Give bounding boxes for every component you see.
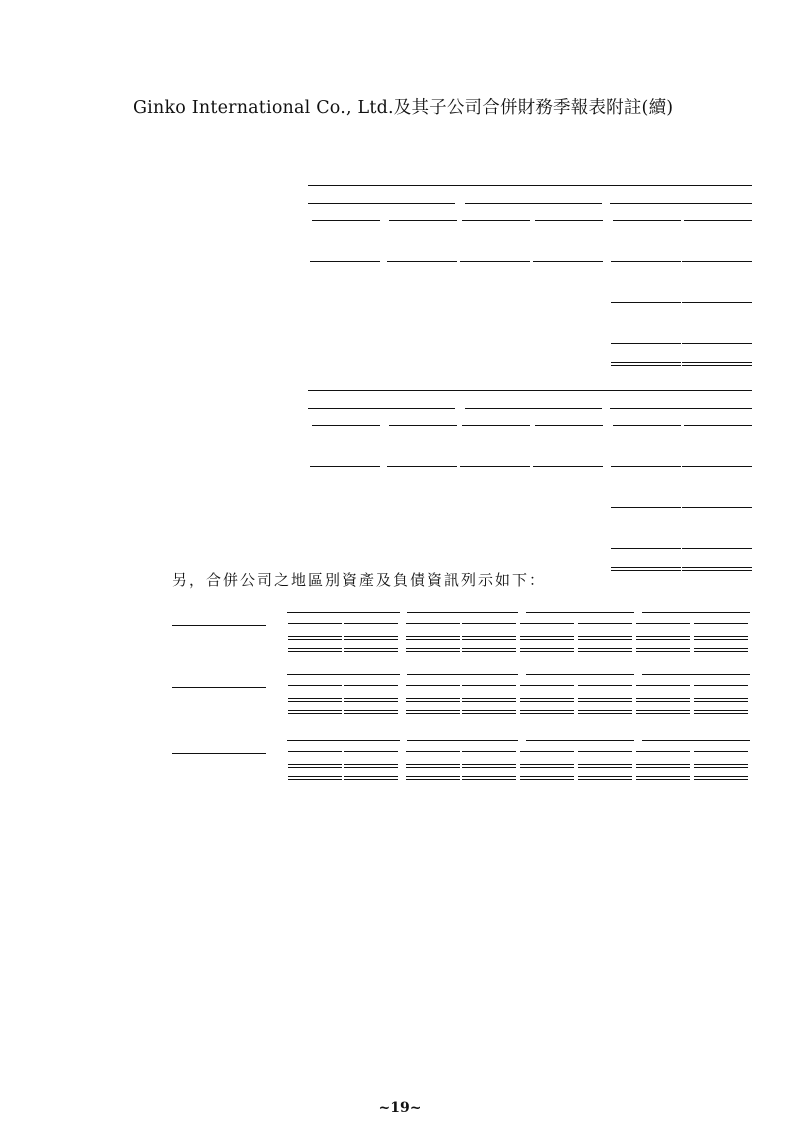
group-underline <box>308 408 455 409</box>
cell-underline <box>682 343 752 344</box>
geo-currency-underline <box>288 751 342 752</box>
geo-currency-underline <box>694 623 748 624</box>
cell-underline <box>611 466 681 467</box>
geo-currency-underline <box>406 623 460 624</box>
cell-underline <box>611 343 681 344</box>
geo-double-underline <box>344 698 398 702</box>
geo-double-underline <box>344 710 398 714</box>
cell-underline <box>387 261 457 262</box>
group-underline <box>610 203 752 204</box>
geo-section-heading: 另，合併公司之地區別資產及負債資訊列示如下： <box>172 571 547 589</box>
geo-currency-underline <box>520 685 574 686</box>
geo-double-underline <box>288 710 342 714</box>
currency-underline <box>389 425 457 426</box>
group-underline <box>465 408 602 409</box>
geo-double-underline <box>636 698 690 702</box>
double-underline <box>611 362 681 366</box>
geo-double-underline <box>520 698 574 702</box>
group-underline <box>610 408 752 409</box>
double-underline <box>682 567 752 571</box>
geo-currency-underline <box>406 751 460 752</box>
geo-currency-underline <box>462 685 516 686</box>
cell-underline <box>611 507 681 508</box>
geo-currency-underline <box>578 623 632 624</box>
geo-double-underline <box>578 698 632 702</box>
geo-double-underline <box>578 710 632 714</box>
geo-double-underline <box>694 636 748 640</box>
geo-group-underline <box>526 612 634 613</box>
geo-double-underline <box>288 764 342 768</box>
geo-date-underline <box>172 625 266 626</box>
geo-double-underline <box>406 698 460 702</box>
geo-currency-underline <box>344 685 398 686</box>
double-underline <box>682 362 752 366</box>
geo-double-underline <box>636 648 690 652</box>
geo-double-underline <box>520 776 574 780</box>
cell-underline <box>682 548 752 549</box>
currency-underline <box>613 220 681 221</box>
geo-double-underline <box>694 710 748 714</box>
geo-currency-underline <box>288 685 342 686</box>
geo-group-underline <box>407 612 518 613</box>
geo-currency-underline <box>636 623 690 624</box>
geo-double-underline <box>578 648 632 652</box>
geo-double-underline <box>636 764 690 768</box>
currency-underline <box>312 425 380 426</box>
geo-currency-underline <box>636 685 690 686</box>
geo-group-underline <box>287 674 400 675</box>
cell-underline <box>460 261 530 262</box>
geo-currency-underline <box>462 751 516 752</box>
period-underline <box>308 185 752 186</box>
geo-double-underline <box>288 776 342 780</box>
document-title: Ginko International Co., Ltd.及其子公司合併財務季報表附註(續) <box>133 98 674 118</box>
group-underline <box>308 203 455 204</box>
geo-double-underline <box>344 648 398 652</box>
geo-double-underline <box>694 698 748 702</box>
geo-currency-underline <box>462 623 516 624</box>
currency-underline <box>684 425 752 426</box>
cell-underline <box>682 466 752 467</box>
geo-double-underline <box>288 698 342 702</box>
geo-currency-underline <box>694 685 748 686</box>
geo-double-underline <box>694 648 748 652</box>
cell-underline <box>682 507 752 508</box>
cell-underline <box>611 302 681 303</box>
geo-double-underline <box>694 776 748 780</box>
geo-currency-underline <box>578 685 632 686</box>
geo-double-underline <box>520 710 574 714</box>
page-number: ~19~ <box>378 1100 422 1116</box>
currency-underline <box>613 425 681 426</box>
geo-group-underline <box>407 740 518 741</box>
geo-double-underline <box>462 764 516 768</box>
geo-double-underline <box>694 764 748 768</box>
geo-currency-underline <box>520 751 574 752</box>
geo-double-underline <box>462 710 516 714</box>
geo-double-underline <box>462 776 516 780</box>
cell-underline <box>611 548 681 549</box>
geo-double-underline <box>462 636 516 640</box>
group-underline <box>465 203 602 204</box>
geo-double-underline <box>406 648 460 652</box>
geo-currency-underline <box>694 751 748 752</box>
geo-double-underline <box>406 776 460 780</box>
geo-group-underline <box>642 612 750 613</box>
geo-double-underline <box>344 776 398 780</box>
cell-underline <box>533 466 603 467</box>
geo-currency-underline <box>406 685 460 686</box>
double-underline <box>611 567 681 571</box>
currency-underline <box>684 220 752 221</box>
geo-double-underline <box>636 776 690 780</box>
geo-double-underline <box>578 636 632 640</box>
geo-group-underline <box>642 674 750 675</box>
cell-underline <box>682 261 752 262</box>
cell-underline <box>682 302 752 303</box>
cell-underline <box>310 466 380 467</box>
geo-group-underline <box>526 674 634 675</box>
geo-double-underline <box>344 636 398 640</box>
geo-double-underline <box>406 764 460 768</box>
currency-underline <box>535 425 603 426</box>
geo-double-underline <box>344 764 398 768</box>
currency-underline <box>535 220 603 221</box>
currency-underline <box>462 425 530 426</box>
geo-double-underline <box>288 636 342 640</box>
geo-group-underline <box>287 612 400 613</box>
geo-double-underline <box>462 648 516 652</box>
geo-double-underline <box>578 764 632 768</box>
geo-group-underline <box>287 740 400 741</box>
geo-currency-underline <box>344 623 398 624</box>
geo-double-underline <box>636 636 690 640</box>
geo-double-underline <box>406 636 460 640</box>
cell-underline <box>533 261 603 262</box>
geo-double-underline <box>406 710 460 714</box>
geo-double-underline <box>520 636 574 640</box>
geo-currency-underline <box>578 751 632 752</box>
cell-underline <box>387 466 457 467</box>
geo-double-underline <box>462 698 516 702</box>
geo-currency-underline <box>636 751 690 752</box>
geo-date-underline <box>172 753 266 754</box>
geo-double-underline <box>520 648 574 652</box>
geo-group-underline <box>407 674 518 675</box>
geo-date-underline <box>172 687 266 688</box>
geo-currency-underline <box>344 751 398 752</box>
geo-currency-underline <box>288 623 342 624</box>
cell-underline <box>310 261 380 262</box>
geo-double-underline <box>288 648 342 652</box>
geo-double-underline <box>578 776 632 780</box>
cell-underline <box>460 466 530 467</box>
currency-underline <box>462 220 530 221</box>
geo-double-underline <box>520 764 574 768</box>
period-underline <box>308 390 752 391</box>
geo-group-underline <box>526 740 634 741</box>
currency-underline <box>389 220 457 221</box>
currency-underline <box>312 220 380 221</box>
geo-group-underline <box>642 740 750 741</box>
cell-underline <box>611 261 681 262</box>
geo-currency-underline <box>520 623 574 624</box>
geo-double-underline <box>636 710 690 714</box>
